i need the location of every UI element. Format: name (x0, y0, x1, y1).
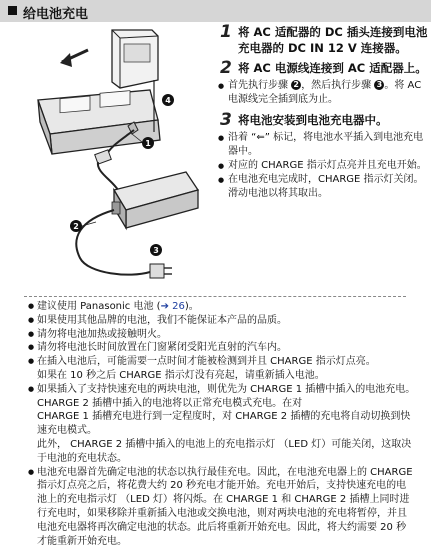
battery-pack (112, 30, 158, 88)
battery-charger (38, 90, 160, 154)
note-item: ● 在插入电池后，可能需要一点时间才能被检测到并且 CHARGE 指示灯点亮。 (28, 355, 416, 369)
charging-illustration (0, 22, 216, 290)
notes-list (28, 300, 416, 548)
divider (24, 296, 406, 297)
note-item: ● 如果使用其他品牌的电池，我们不能保证本产品的品质。 (28, 314, 416, 328)
section-header (0, 0, 431, 22)
section-title: 给电池充电 (23, 7, 89, 22)
step-2 (218, 60, 428, 76)
circled-number-icon: 2 (291, 80, 301, 90)
square-bullet-icon (8, 6, 17, 15)
svg-text:1: 1 (145, 139, 151, 148)
note-item: ● 建议使用 Panasonic 电池 (➔ 26)。 (28, 300, 416, 314)
page-reference-link[interactable]: ➔ 26 (160, 301, 185, 312)
svg-text:4: 4 (165, 96, 171, 105)
note-item: ● 请勿将电池长时间放置在门窗紧闭受阳光直射的汽车内。 (28, 341, 416, 355)
note-item: ● 如果插入了支持快速充电的两块电池，则优先为 CHARGE 1 插槽中插入的电池充电。 CHARGE 2 插槽中插入的电池将以正常充电模式充电。在对 (28, 383, 416, 411)
step-3 (218, 112, 428, 128)
step-number: 2 (220, 58, 232, 78)
step-3-note: ● 在电池充电完成时，CHARGE 指示灯关闭。滑动电池以将其取出。 (218, 173, 428, 201)
callout-2 (70, 220, 96, 232)
steps-panel (218, 24, 428, 201)
note-continuation: 此外， CHARGE 2 插槽中插入的电池上的充电指示灯 （LED 灯）可能关闭，这取决于电池的充电状态。 (37, 438, 412, 464)
step-number: 1 (220, 22, 232, 42)
step-1 (218, 24, 428, 56)
callout-4 (162, 94, 174, 106)
svg-text:2: 2 (73, 222, 79, 231)
ac-adapter (112, 172, 198, 228)
note-item: ● 电池充电器首先确定电池的状态以执行最佳充电。因此，在电池充电器上的 CHARGE 指示灯点亮之后，将花费大约 20 秒充电才能开始。充电开始后，支持快速充电的电池上的充电指示灯 （LED 灯）将闪烁。在 CHARGE 1 和 CHARGE 2 插槽上同时进行充电时，如果移除并重新插入电池或交换电池，则对两块电池的充电将暂停，并且电池充电器将再次确定电池的状态。此后将重新开始充电。因此，将大约需要 20 秒才能重新开始充电。 (28, 466, 416, 548)
step-2-note: ● 首先执行步骤 2 ，然后执行步骤 3 。将 AC 电源线完全插到底为止。 (218, 79, 428, 107)
step-title: 将 AC 适配器的 DC 插头连接到电池充电器的 DC IN 12 V 连接器。 (238, 25, 428, 55)
step-3-note: ● 对应的 CHARGE 指示灯点亮并且充电开始。 (218, 159, 428, 173)
insert-arrow-icon (60, 50, 88, 67)
callout-3 (150, 244, 162, 256)
svg-text:3: 3 (153, 246, 159, 255)
circled-number-icon: 3 (374, 80, 384, 90)
step-title: 将 AC 电源线连接到 AC 适配器上。 (238, 61, 427, 75)
step-title: 将电池安装到电池充电器中。 (238, 113, 388, 127)
note-item: ● 请勿将电池加热或接触明火。 (28, 328, 416, 342)
note-continuation: 如果在 10 秒之后 CHARGE 指示灯没有亮起，请重新插入电池。 (37, 369, 325, 381)
step-3-note: ● 沿着 “⇐” 标记，将电池水平插入到电池充电器中。 (218, 131, 428, 159)
note-continuation: CHARGE 1 插槽充电进行到一定程度时，对 CHARGE 2 插槽的充电将自动切换到快速充电模式。 (37, 411, 411, 437)
step-number: 3 (220, 110, 232, 130)
